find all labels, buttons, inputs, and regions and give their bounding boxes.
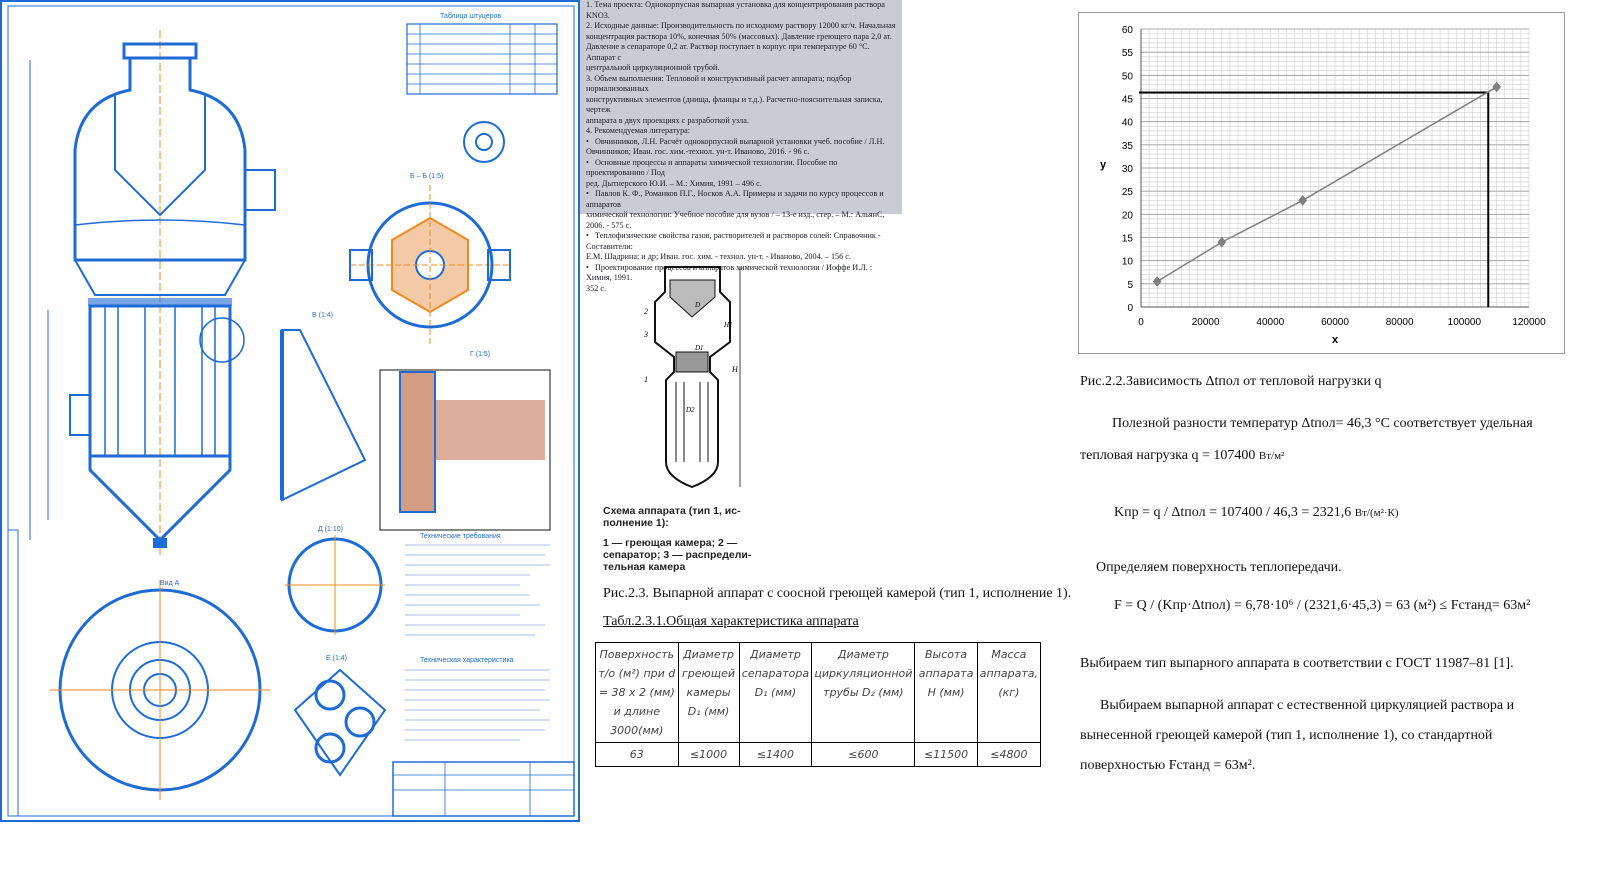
y-tick-label: 20: [1121, 210, 1133, 222]
view-label-d: Д (1:10): [318, 526, 343, 533]
table-header-row: [596, 643, 1041, 743]
unit-q: Вт/м²: [1258, 450, 1285, 462]
paragraph-1: Полезной разности температур Δtпол= 46,3 °С соответствует удельная: [1112, 416, 1533, 431]
scan-line: 4. Рекомендуемая литература:: [586, 126, 691, 135]
table-row: [596, 743, 1041, 767]
apparatus-schema: [640, 262, 750, 498]
table-cell: ≤600: [812, 743, 915, 767]
view-label-bb: Б – Б (1:5): [410, 173, 444, 180]
scan-line: Е.М. Шадрина; и др; Иван. гос. хим. - технол. ун-т. - Иваново, 2004. – 156 с.: [586, 252, 851, 261]
tech-char-title: Техническая характеристика: [420, 657, 514, 664]
equation-f: F = Q / (Kпр·Δtпол) = 6,78·10⁶ / (2321,6·45,3) = 63 (м²) ≤ Fстанд= 63м²: [1114, 598, 1531, 613]
view-label-a: Вид А: [160, 580, 180, 587]
y-tick-label: 25: [1121, 187, 1133, 199]
schema-caption-line-4: тельная камера: [603, 561, 686, 573]
tech-req-title: Технические требования: [420, 533, 501, 540]
paragraph-1b-text: тепловая нагрузка q = 107400: [1080, 448, 1256, 463]
y-tick-label: 10: [1121, 256, 1133, 268]
scan-line: ред. Дытнерского Ю.И. – М.: Химия, 1991 – 496 с.: [586, 178, 762, 188]
scan-line: • Основные процессы и аппараты химической технологии. Пособие по проектированию / Под: [586, 157, 840, 177]
table-header-cell: Диаметр сепаратора D₁ (мм): [739, 643, 812, 743]
paragraph-2: Определяем поверхность теплопередачи.: [1096, 560, 1342, 575]
dt-vs-q-chart: [1078, 12, 1565, 354]
paragraph-4a: Выбираем выпарной аппарат с естественной циркуляцией раствора и: [1100, 698, 1515, 713]
table-header-cell: Диаметр греющей камеры D₁ (мм): [678, 643, 739, 743]
scan-line: Овчинников; Иван. гос. хим.-технол. ун-т. Иваново, 2016. - 96 с.: [586, 147, 810, 156]
y-tick-label: 0: [1127, 303, 1133, 314]
schema-caption-line-2: 1 — греющая камера; 2 —: [603, 537, 738, 549]
schema-caption: [603, 505, 763, 573]
scan-line: • Павлов К. Ф., Романков П.Г., Носков А.А. Примеры и задачи по курсу процессов и аппаратов: [586, 189, 886, 209]
nozzle-table-title: Таблица штуцеров: [440, 13, 502, 20]
data-point: [1493, 82, 1501, 92]
schema-caption-line-3: сепаратор; 3 — распредели-: [603, 549, 752, 561]
y-tick-label: 55: [1121, 48, 1133, 60]
paragraph-4c: поверхностью Fстанд = 63м².: [1080, 758, 1256, 773]
scan-line: 352 с.: [586, 283, 607, 293]
table-cell: ≤1000: [678, 743, 739, 767]
figure-caption: Рис.2.3. Выпарной аппарат с соосной греющей камерой (тип 1, исполнение 1).: [603, 586, 1072, 601]
y-tick-label: 50: [1121, 71, 1133, 83]
schema-label-3: 3: [644, 330, 648, 339]
chart-caption: Рис.2.2.Зависимость Δtпол от тепловой нагрузки q: [1080, 374, 1382, 389]
x-axis-label: x: [1331, 334, 1339, 346]
scan-line: конструктивных элементов (днища, фланцы и т.д.). Расчетно-пояснительная записка, чертеж: [586, 94, 885, 114]
scan-line: • Овчинников, Л.Н. Расчёт однокорпусной выпарной установки учеб. пособие / Л.Н.: [586, 136, 885, 146]
schema-label-h1: H1: [724, 321, 733, 329]
view-label-e: Е (1:4): [326, 655, 348, 662]
data-point: [1218, 237, 1226, 247]
table-cell: ≤11500: [915, 743, 977, 767]
paragraph-1b: [1080, 448, 1284, 464]
x-tick-label: 0: [1138, 317, 1144, 328]
x-tick-label: 60000: [1321, 317, 1349, 328]
scanned-text-block: [580, 0, 902, 294]
schema-label-1: 1: [644, 375, 648, 384]
table-cell: ≤4800: [977, 743, 1040, 767]
x-tick-label: 20000: [1191, 317, 1220, 328]
y-axis-label: y: [1099, 159, 1107, 171]
y-tick-label: 30: [1121, 164, 1133, 175]
y-tick-label: 40: [1121, 117, 1133, 129]
scan-line: 3. Объем выполнения: Тепловой и конструктивный расчет аппарата; подбор нормализованных: [586, 73, 854, 93]
schema-caption-line-1: полнение 1):: [603, 517, 669, 529]
engineering-drawing: [0, 0, 580, 822]
x-tick-label: 120000: [1512, 317, 1546, 328]
equation-k-text: Kпр = q / Δtпол = 107400 / 46,3 = 2321,6: [1114, 505, 1352, 520]
table-header-cell: Высота аппарата H (мм): [915, 643, 977, 743]
y-tick-label: 60: [1121, 25, 1133, 36]
table-header-cell: Масса аппарата, (кг): [977, 643, 1040, 743]
table-cell: 63: [596, 743, 679, 767]
scan-line: 1. Тема проекта: Однокорпусная выпарная установка для концентрирования раствора KNO3.: [586, 0, 887, 20]
schema-label-2: 2: [644, 307, 648, 316]
scan-line: • Теплофизические свойства газов, растворителей и растворов солей: Справочник - Составители:: [586, 231, 883, 251]
table-cell: ≤1400: [739, 743, 812, 767]
data-point: [1299, 195, 1307, 205]
unit-k: Вт/(м²·К): [1354, 507, 1399, 519]
schema-label-d2: D2: [686, 406, 695, 414]
scan-line: Давление в сепараторе 0,2 ат. Раствор поступает в корпус при температуре 60 °С. Аппарат с: [586, 42, 872, 62]
table-header-cell: Поверхность т/о (м²) при d = 38 х 2 (мм) и длине 3000(мм): [596, 643, 679, 743]
y-tick-label: 15: [1121, 233, 1133, 245]
paragraph-4b: вынесенной греющей камерой (тип 1, исполнение 1), со стандартной: [1080, 728, 1493, 743]
view-label-v: В (1:4): [312, 312, 334, 319]
scan-line: концентрация раствора 10%, конечная 50% (массовых). Давление греющего пара 2,0 ат.: [586, 31, 892, 41]
apparatus-spec-table: [595, 642, 1041, 767]
data-point: [1153, 277, 1161, 287]
view-label-g: Г (1:5): [470, 351, 491, 358]
equation-k: [1114, 505, 1399, 521]
x-tick-label: 80000: [1385, 317, 1414, 328]
scan-line: 2. Исходные данные: Производительность по исходному раствору 12000 кг/ч. Начальная: [586, 21, 896, 30]
table-header-cell: Диаметр циркуляционной трубы D₂ (мм): [812, 643, 915, 743]
scan-line: аппарата в двух проекциях с разработкой узла.: [586, 115, 749, 125]
x-tick-label: 40000: [1256, 317, 1285, 328]
scan-line: • Проектирование процессов и аппаратов химической технологии / Иоффе И.Л. : Химия, 1991.: [586, 262, 875, 282]
x-tick-label: 100000: [1447, 317, 1482, 328]
schema-label-d1: D1: [695, 344, 704, 352]
scan-line: центральной циркуляционной трубой.: [586, 63, 720, 72]
schema-label-h: H: [732, 365, 738, 374]
scanned-assignment: [580, 0, 902, 293]
schema-caption-title: Схема аппарата (тип 1, ис-: [603, 505, 741, 517]
y-tick-label: 35: [1121, 140, 1133, 152]
y-tick-label: 5: [1127, 279, 1133, 291]
table-caption: Табл.2.3.1.Общая характеристика аппарата: [603, 614, 859, 629]
paragraph-3: Выбираем тип выпарного аппарата в соответствии с ГОСТ 11987–81 [1].: [1080, 656, 1514, 671]
y-tick-label: 45: [1121, 94, 1133, 106]
scan-line: химической технологии: Учебное пособие для вузов / – 13-е изд., стер. – М.: АльянС, 2006. - 575 с.: [586, 210, 887, 230]
schema-label-d: D: [695, 301, 701, 309]
